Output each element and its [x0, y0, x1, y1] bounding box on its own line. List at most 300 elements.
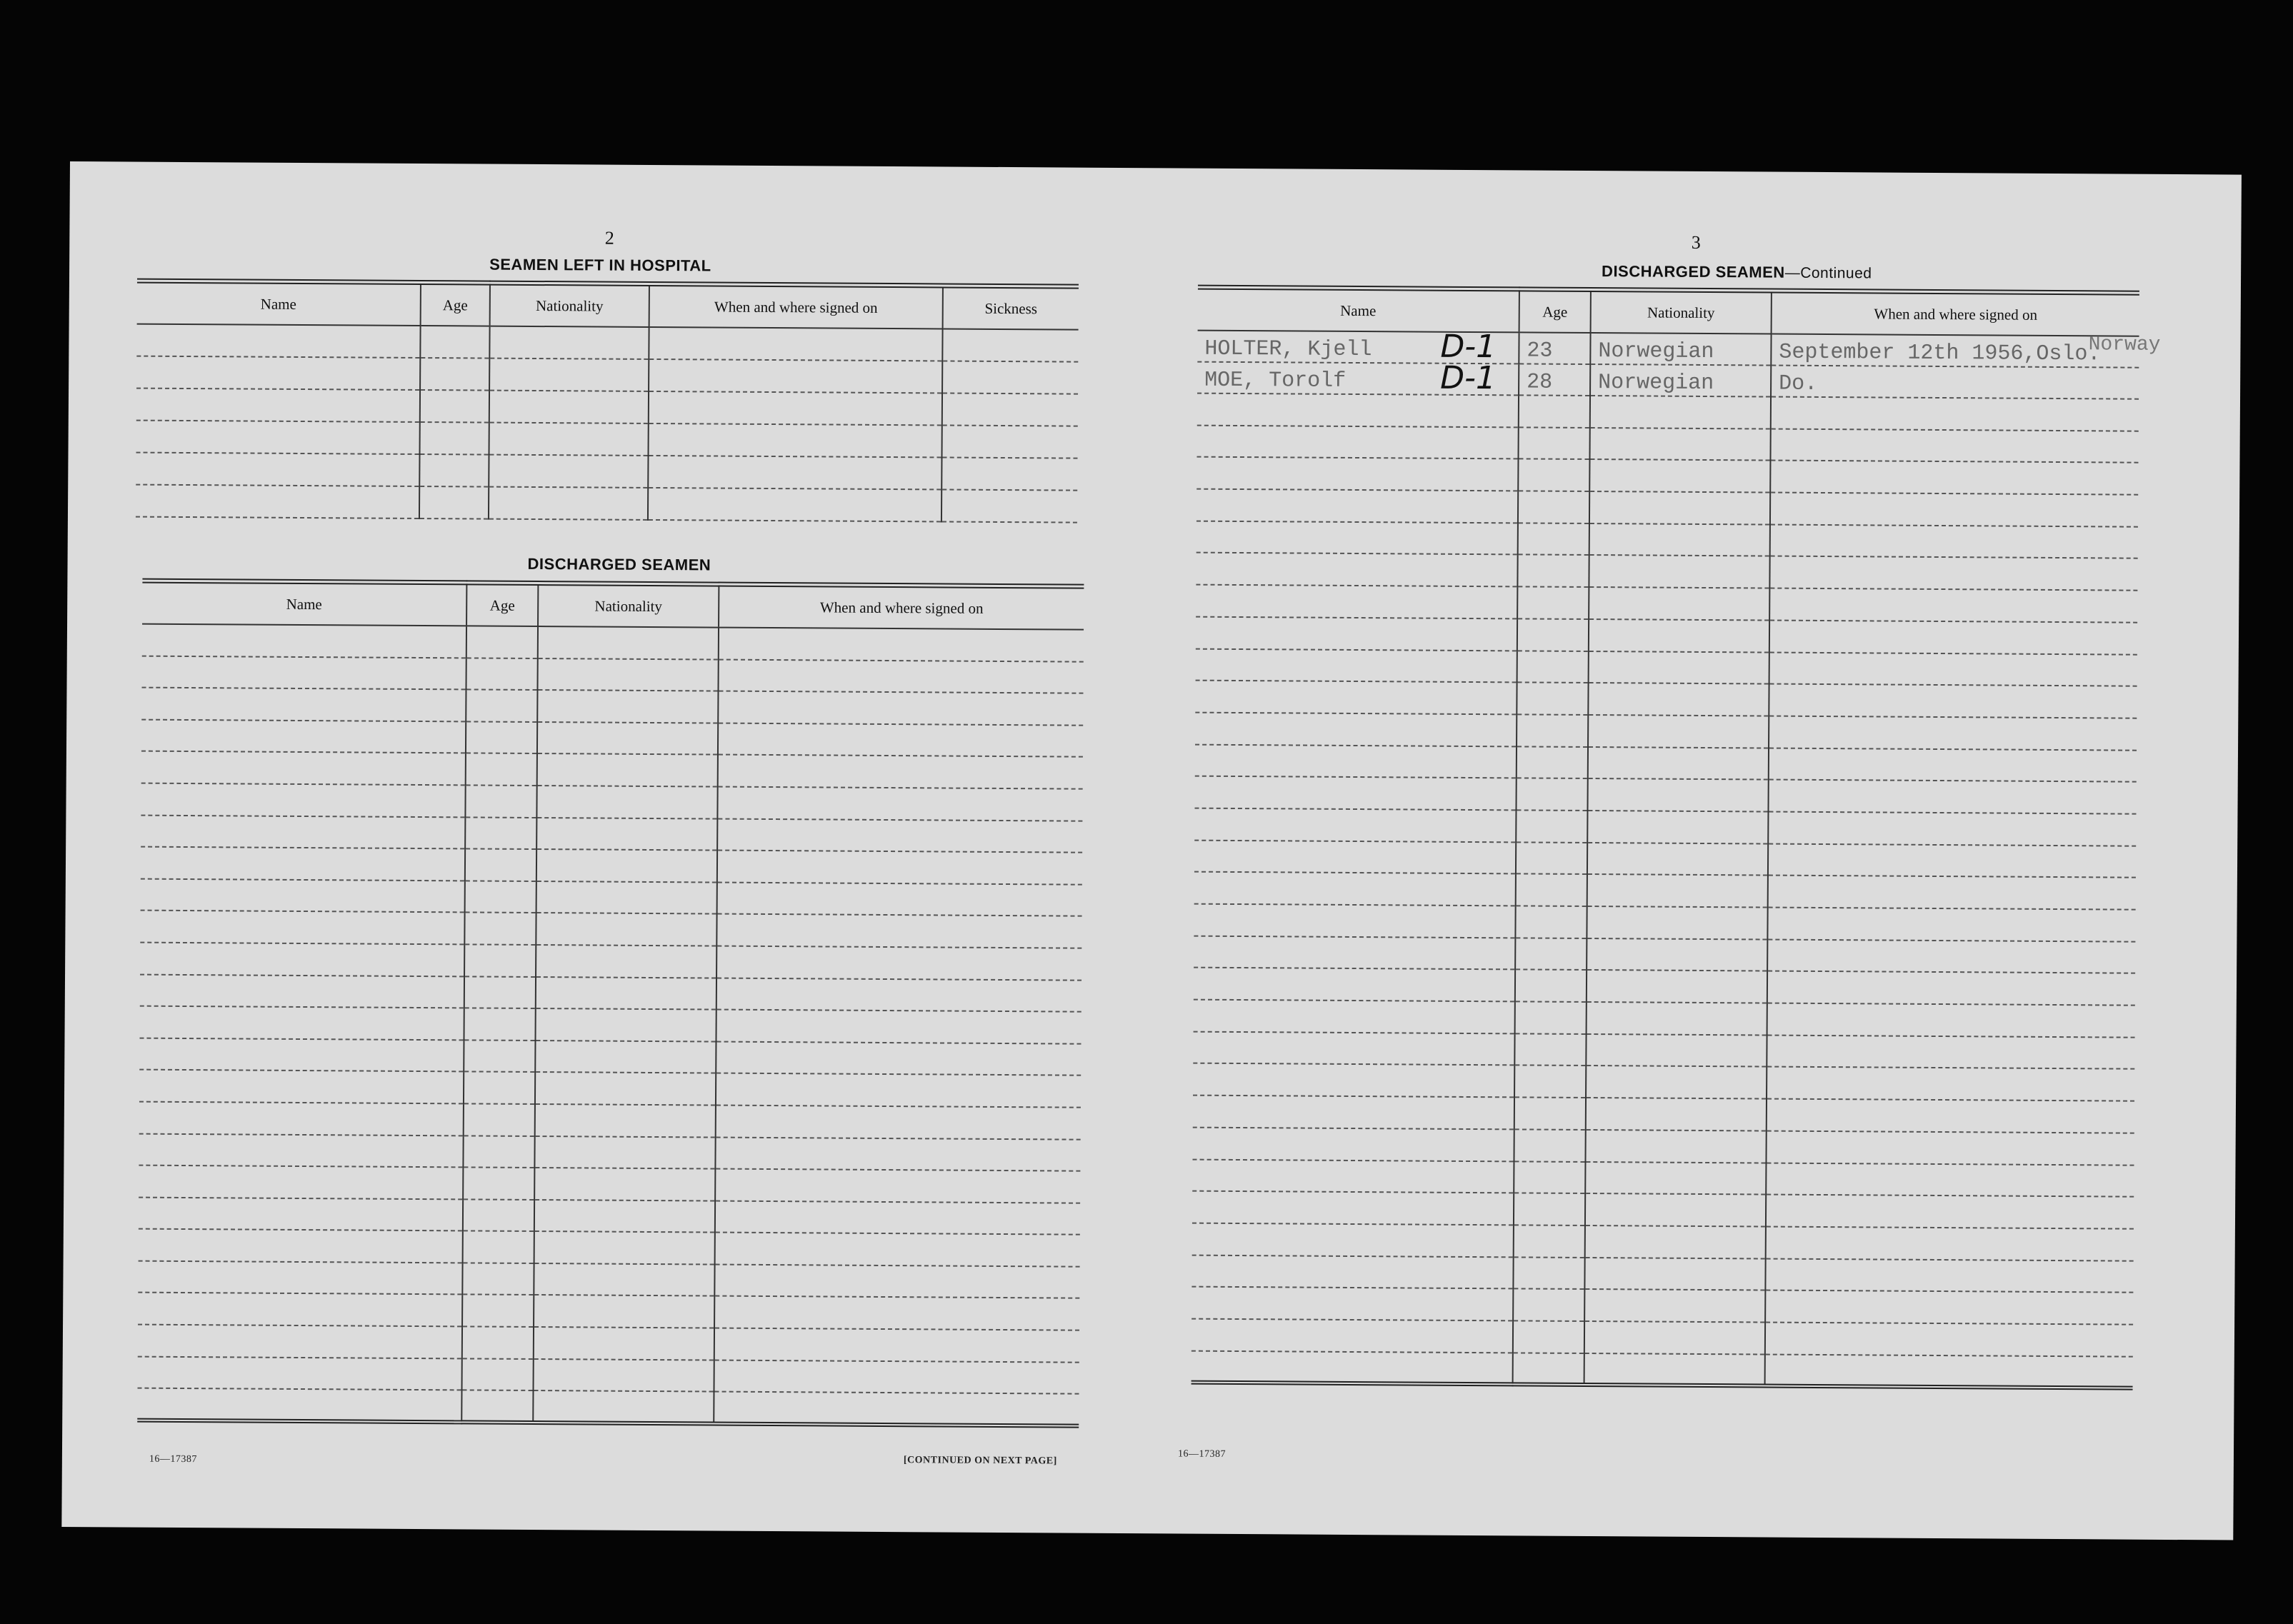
table-cell [466, 658, 537, 690]
table-cell [717, 787, 1082, 821]
table-row [1195, 744, 2137, 782]
table-cell [489, 423, 649, 456]
continued-table-body [1192, 328, 2161, 1388]
table-cell [489, 487, 648, 520]
table-row [139, 1133, 1080, 1171]
table-cell [1768, 780, 2136, 814]
form-code: 16—17387 [1177, 1448, 1227, 1460]
table-cell [1196, 553, 1517, 586]
table-cell [137, 1388, 461, 1422]
table-cell [138, 1260, 462, 1294]
table-cell [1766, 1226, 2134, 1260]
table-cell [489, 326, 649, 359]
table-cell [534, 1295, 714, 1328]
table-cell [140, 943, 464, 976]
table-cell [141, 815, 465, 848]
table-cell [140, 1006, 464, 1040]
table-cell [1766, 1163, 2134, 1197]
page-number: 3 [1691, 231, 1701, 253]
table-cell [534, 1263, 714, 1296]
table-cell [463, 1199, 534, 1231]
column-header-sickness: Sickness [943, 286, 1079, 330]
table-cell [1517, 683, 1588, 715]
table-row [141, 783, 1082, 821]
table-row [140, 911, 1081, 948]
column-header-signed-on: When and where signed on [719, 584, 1084, 630]
table-cell [1194, 808, 1516, 842]
table-cell [1195, 681, 1517, 714]
table-row [141, 878, 1082, 916]
table-row [136, 421, 1078, 458]
form-code: 16—17387 [149, 1453, 197, 1465]
table-row [140, 943, 1081, 981]
table-cell [1586, 1066, 1767, 1098]
table-cell [716, 946, 1081, 980]
table-cell [136, 356, 420, 390]
table-cell [136, 421, 420, 454]
seaman-signed-on-cell [1771, 334, 2161, 368]
table-cell [141, 751, 466, 785]
table-cell [1769, 684, 2137, 718]
table-cell [536, 818, 717, 851]
discharged-continued-table [1192, 285, 2161, 1390]
table-cell [1192, 1191, 1514, 1225]
table-cell [536, 945, 716, 978]
table-row [1196, 616, 2137, 654]
table-cell [464, 913, 536, 945]
hospital-table-body [136, 324, 1079, 523]
table-cell [536, 977, 716, 1010]
table-cell [420, 326, 489, 359]
table-cell [138, 1293, 462, 1326]
table-row [141, 688, 1083, 726]
table-cell [1770, 461, 2138, 495]
table-cell [1194, 904, 1515, 938]
table-cell [136, 485, 419, 518]
table-cell [1194, 1000, 1515, 1033]
table-row [139, 1102, 1081, 1140]
table-cell [465, 881, 536, 913]
hospital-table [136, 279, 1079, 523]
table-cell [537, 690, 718, 723]
table-cell [536, 849, 717, 882]
table-row [1192, 1255, 2133, 1293]
seaman-nationality-cell [1590, 364, 1771, 397]
table-cell [1516, 874, 1587, 906]
table-cell [1586, 1034, 1767, 1067]
table-cell [1192, 1255, 1513, 1288]
table-cell [464, 1072, 535, 1104]
table-cell [536, 913, 716, 946]
table-cell [1587, 778, 1768, 811]
table-cell [1588, 747, 1769, 780]
table-row [139, 1229, 1080, 1267]
table-row [141, 815, 1082, 853]
table-cell [1518, 459, 1589, 491]
table-cell [1192, 1127, 1514, 1161]
table-cell [716, 1105, 1081, 1139]
table-cell [136, 453, 419, 486]
table-cell [941, 457, 1077, 490]
table-cell [1192, 1350, 1513, 1384]
seaman-age-cell [1519, 364, 1590, 396]
table-cell [1517, 618, 1589, 651]
table-cell [1767, 1099, 2134, 1133]
table-row [1194, 936, 2135, 973]
table-cell [1517, 651, 1589, 683]
table-row [136, 453, 1077, 491]
table-cell [1518, 523, 1589, 555]
table-cell [1514, 1066, 1586, 1098]
seaman-name: HOLTER, Kjell [1204, 336, 1372, 363]
table-cell [715, 1137, 1080, 1171]
table-row [140, 974, 1081, 1012]
table-cell [1513, 1320, 1584, 1353]
table-cell [1587, 843, 1768, 876]
table-row [139, 1166, 1080, 1203]
table-cell [717, 851, 1082, 885]
table-cell [465, 849, 536, 881]
table-cell [1518, 427, 1589, 459]
seaman-name: MOE, Torolf [1204, 368, 1347, 394]
column-header-signed-on: When and where signed on [649, 284, 943, 329]
table-cell [533, 1390, 714, 1423]
column-header-age: Age [421, 283, 490, 326]
table-cell [1770, 493, 2138, 527]
table-cell [1584, 1289, 1765, 1322]
title-main: DISCHARGED SEAMEN [1602, 262, 1785, 281]
table-row [138, 1293, 1079, 1330]
column-header-age: Age [1519, 289, 1591, 333]
table-cell [1767, 1003, 2135, 1038]
table-cell [715, 1201, 1080, 1235]
table-cell [1514, 1225, 1585, 1257]
table-cell [1767, 908, 2135, 942]
table-row [141, 719, 1083, 757]
table-cell [649, 327, 942, 361]
table-cell [718, 755, 1083, 789]
table-cell [718, 723, 1083, 757]
table-cell [141, 847, 465, 881]
table-row [1192, 1191, 2134, 1229]
table-row [1192, 1319, 2133, 1357]
table-cell [1587, 970, 1767, 1003]
table-cell [466, 626, 538, 658]
table-cell [462, 1326, 534, 1358]
table-row [1196, 553, 2137, 591]
table-cell [942, 329, 1078, 361]
table-cell [1768, 843, 2136, 878]
handwritten-mark: D-1 [1440, 359, 1497, 397]
table-cell [714, 1296, 1079, 1330]
table-cell [1585, 1161, 1766, 1194]
table-cell [714, 1264, 1079, 1298]
table-row [1192, 1287, 2133, 1325]
table-row [1194, 1000, 2135, 1038]
table-cell [139, 1102, 464, 1136]
table-cell [1589, 587, 1769, 620]
table-cell [1197, 457, 1518, 491]
table-row [136, 324, 1078, 362]
table-cell [464, 1008, 535, 1041]
table-cell [1765, 1322, 2133, 1356]
table-cell [489, 359, 649, 391]
seaman-nationality: Norwegian [1598, 371, 1714, 396]
table-cell [420, 422, 489, 455]
table-cell [489, 391, 649, 423]
table-cell [717, 882, 1082, 916]
table-row [139, 1038, 1081, 1076]
table-cell [462, 1263, 534, 1295]
table-cell [1516, 810, 1587, 842]
table-cell [1769, 588, 2137, 623]
table-cell [138, 1356, 462, 1390]
table-cell [1767, 939, 2135, 973]
table-row [138, 1260, 1079, 1298]
table-cell [1768, 876, 2136, 910]
table-cell [1767, 971, 2135, 1006]
table-cell [1587, 874, 1768, 907]
table-cell [139, 1166, 463, 1199]
column-header-name: Name [137, 281, 421, 326]
column-header-nationality: Nationality [538, 583, 719, 628]
table-row [138, 1325, 1079, 1363]
signed-on-note: Norway [2088, 334, 2161, 356]
table-row [1192, 1159, 2134, 1197]
table-cell [466, 753, 537, 786]
table-cell [139, 1038, 464, 1071]
table-cell [489, 455, 648, 488]
table-cell [1585, 1130, 1766, 1163]
table-cell [1193, 1063, 1514, 1097]
table-cell [1589, 428, 1770, 461]
table-row [1194, 968, 2135, 1006]
table-cell [535, 1072, 716, 1105]
right-page [1147, 168, 2242, 1540]
table-cell [1517, 746, 1588, 778]
table-cell [142, 624, 466, 658]
table-cell [1513, 1353, 1584, 1385]
table-cell [1195, 713, 1517, 746]
table-cell [1516, 842, 1587, 874]
table-cell [1588, 683, 1769, 716]
table-row [1197, 521, 2138, 558]
table-cell [1196, 648, 1517, 682]
table-cell [463, 1231, 534, 1263]
table-cell [1513, 1289, 1584, 1321]
table-cell [1515, 1001, 1587, 1033]
table-row [1197, 489, 2138, 527]
table-row [1192, 1350, 2133, 1388]
table-row [1194, 872, 2136, 910]
table-cell [1192, 1287, 1513, 1320]
table-cell [1515, 938, 1587, 970]
table-row [1194, 808, 2136, 846]
table-row [1193, 1096, 2134, 1133]
table-row [141, 751, 1083, 789]
table-cell [537, 722, 718, 755]
table-cell [534, 1231, 715, 1264]
table-cell [1590, 396, 1771, 428]
table-cell [464, 976, 536, 1008]
column-header-signed-on: When and where signed on [1772, 291, 2139, 336]
table-cell [719, 628, 1084, 662]
table-cell [535, 1104, 716, 1137]
table-cell [1769, 716, 2137, 750]
table-cell [716, 1041, 1081, 1076]
table-cell [1769, 748, 2137, 782]
table-cell [463, 1136, 534, 1168]
table-cell [1514, 1161, 1585, 1193]
title-continued: —Continued [1784, 264, 1872, 282]
table-cell [537, 658, 718, 691]
table-cell [139, 1197, 463, 1230]
table-cell [1197, 489, 1518, 523]
table-cell [1516, 778, 1587, 811]
table-cell [537, 753, 718, 786]
seaman-age: 23 [1527, 339, 1553, 364]
table-cell [466, 690, 537, 722]
table-cell [420, 390, 489, 423]
table-cell [533, 1359, 714, 1392]
table-cell [1769, 652, 2137, 686]
table-row [137, 1388, 1079, 1426]
table-row [1193, 1063, 2134, 1101]
hospital-section-title: SEAMEN LEFT IN HOSPITAL [489, 255, 711, 275]
table-cell [1196, 616, 1517, 650]
table-cell [1766, 1131, 2134, 1165]
table-row [1195, 713, 2137, 751]
table-row [139, 1070, 1081, 1108]
table-cell [1514, 1193, 1585, 1225]
table-cell [1587, 906, 1767, 939]
table-row [140, 1006, 1081, 1044]
table-cell [1585, 1193, 1766, 1226]
table-cell [1193, 1096, 1514, 1129]
table-cell [716, 914, 1081, 948]
continued-on-next-page-note: [CONTINUED ON NEXT PAGE] [903, 1455, 1057, 1467]
table-cell [942, 393, 1078, 426]
table-cell [1587, 1002, 1767, 1035]
table-cell [649, 359, 942, 394]
seaman-nationality: Norwegian [1598, 339, 1714, 365]
table-cell [1585, 1225, 1766, 1258]
seaman-nationality-cell [1590, 333, 1771, 366]
table-cell [1192, 1319, 1513, 1353]
table-cell [462, 1295, 534, 1327]
table-cell [1770, 524, 2138, 558]
table-cell [1768, 811, 2136, 846]
table-cell [136, 324, 420, 358]
table-cell [536, 786, 717, 818]
table-cell [465, 817, 536, 849]
table-cell [1194, 840, 1516, 873]
table-cell [141, 878, 465, 912]
table-cell [716, 1073, 1081, 1108]
table-row [1197, 394, 2139, 431]
seaman-signed-on-cell [1771, 366, 2139, 399]
page-number: 2 [604, 227, 614, 249]
table-cell [1196, 585, 1517, 618]
table-cell [648, 488, 941, 522]
column-header-nationality: Nationality [1591, 290, 1772, 334]
seaman-age: 28 [1527, 370, 1553, 395]
table-cell [715, 1169, 1080, 1203]
table-cell [141, 783, 465, 817]
table-cell [1765, 1354, 2133, 1388]
table-row [1197, 425, 2139, 463]
table-cell [1589, 555, 1769, 588]
table-cell [136, 389, 420, 422]
table-cell [138, 1325, 462, 1358]
table-cell [1195, 744, 1517, 778]
table-cell [463, 1167, 534, 1199]
table-cell [714, 1328, 1079, 1363]
table-cell [716, 978, 1081, 1012]
table-cell [1589, 651, 1769, 683]
discharged-continued-title [1602, 262, 1872, 282]
table-cell [1518, 491, 1589, 523]
table-cell [534, 1200, 715, 1233]
table-row [1193, 1031, 2134, 1069]
table-cell [715, 1233, 1080, 1267]
table-cell [464, 1103, 535, 1136]
column-header-age: Age [466, 583, 538, 626]
table-cell [139, 1133, 463, 1167]
table-cell [465, 785, 536, 817]
table-cell [466, 721, 537, 753]
discharged-table-body [137, 624, 1084, 1426]
table-cell [419, 486, 489, 519]
table-cell [1197, 394, 1519, 427]
table-cell [1517, 714, 1588, 746]
table-cell [1589, 619, 1769, 652]
table-cell [461, 1358, 533, 1390]
table-cell [1194, 872, 1516, 906]
seaman-signed-on: September 12th 1956,Oslo. [1779, 340, 2101, 367]
table-cell [420, 358, 489, 391]
table-cell [1517, 587, 1589, 619]
table-cell [1513, 1257, 1584, 1289]
table-row [141, 847, 1082, 885]
table-cell [718, 659, 1083, 693]
table-cell [1192, 1223, 1514, 1256]
table-cell [1766, 1195, 2134, 1229]
table-row [136, 356, 1078, 394]
table-cell [140, 911, 464, 944]
table-cell [1587, 811, 1768, 843]
discharged-section-title: DISCHARGED SEAMEN [527, 554, 711, 574]
table-row [1196, 585, 2137, 623]
ledger-paper [61, 161, 2242, 1540]
table-cell [1514, 1098, 1586, 1130]
table-cell [535, 1008, 716, 1041]
table-cell [717, 818, 1082, 853]
table-cell [941, 425, 1077, 458]
table-row [136, 389, 1078, 426]
table-row [1192, 1223, 2134, 1260]
table-cell [1584, 1321, 1765, 1354]
table-cell [142, 656, 466, 689]
table-cell [1194, 776, 1516, 810]
table-cell [714, 1392, 1079, 1426]
table-row [1194, 776, 2136, 814]
table-row [1194, 904, 2135, 942]
table-cell [1769, 620, 2137, 654]
table-cell [1769, 556, 2137, 591]
handwritten-mark: D-1 [1440, 328, 1497, 366]
discharged-table [137, 578, 1084, 1428]
